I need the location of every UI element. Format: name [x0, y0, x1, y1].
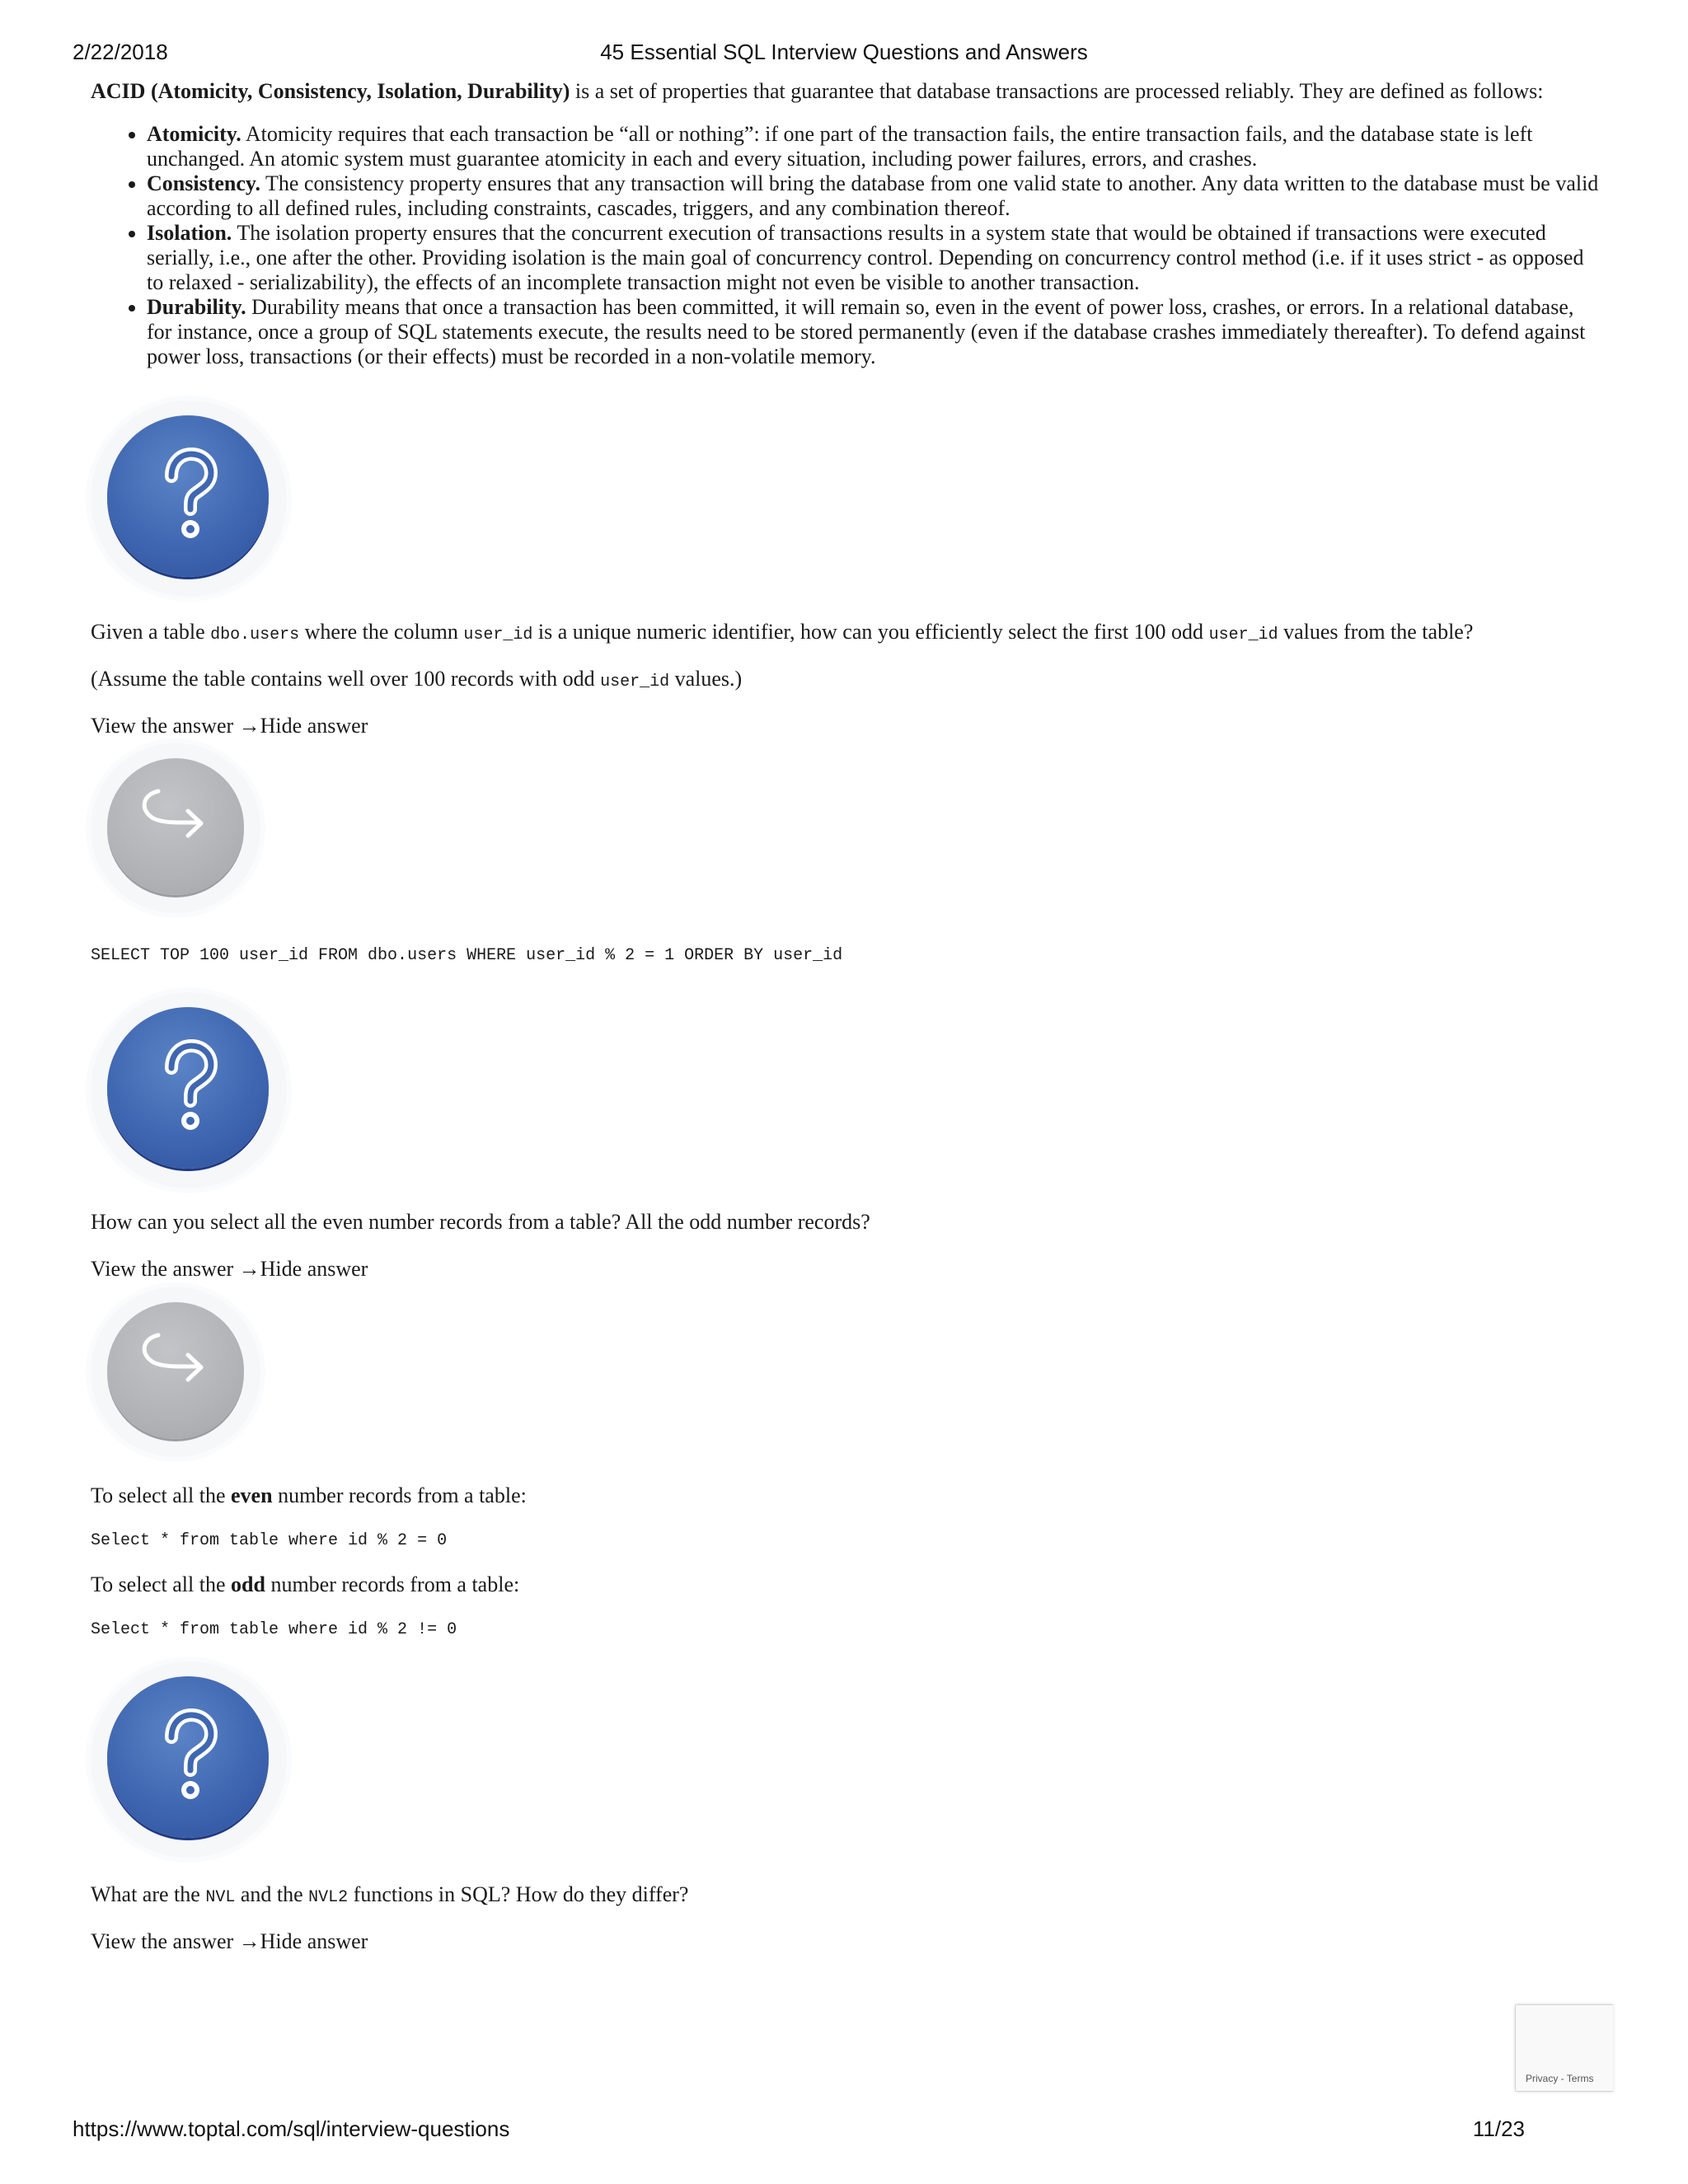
page-title: 45 Essential SQL Interview Questions and Answers — [600, 40, 1088, 64]
answer-toggle-link[interactable]: View the answer →Hide answer — [91, 1929, 368, 1953]
q1-text: values from the table? — [1278, 620, 1474, 644]
odd-code: Select * from table where id % 2 != 0 — [91, 1620, 457, 1639]
acid-intro — [91, 79, 1599, 104]
acid-section — [91, 79, 1599, 369]
recaptcha-label[interactable]: Privacy - Terms — [1526, 2073, 1594, 2084]
answer-arrow-icon — [91, 743, 260, 913]
print-date: 2/22/2018 — [73, 40, 168, 64]
item-text: Atomicity requires that each transaction be “all or nothing”: if one part of the transaction fails, the entire transaction fails, and the database state is left unchanged. An atomic system must guarantee atomicity in each and every situation, including power failures, errors, and crashes. — [147, 122, 1533, 171]
answer-toggle-link[interactable]: View the answer →Hide answer — [91, 1257, 368, 1281]
acid-list — [91, 122, 1599, 369]
inline-code: NVL — [205, 1888, 236, 1907]
q3-text: functions in SQL? How do they differ? — [348, 1882, 689, 1906]
even-text: To select all the — [91, 1483, 232, 1507]
list-item — [147, 122, 1599, 171]
q1-note-text: values.) — [669, 667, 743, 691]
page-footer — [73, 2116, 1615, 2146]
item-term: Isolation. — [147, 221, 232, 245]
q1-text: Given a table — [91, 620, 211, 644]
inline-code: user_id — [463, 626, 533, 644]
answer-1-code: SELECT TOP 100 user_id FROM dbo.users WHERE user_id % 2 = 1 ORDER BY user_id — [91, 946, 843, 965]
page-header — [73, 40, 1615, 69]
odd-text: number records from a table: — [265, 1572, 520, 1596]
item-text: The isolation property ensures that the concurrent execution of transactions results in a system state that would be obtained if transactions were executed serially, i.e., one after the other. Providing isolation is the main goal of concurrency control. Depending on concurrency control method (i.e. if it uses strict - as opposed to relaxed - serializability), the effects of an incomplete transaction might not even be visible to another transaction. — [147, 221, 1584, 294]
odd-text: To select all the — [91, 1572, 232, 1596]
item-text: The consistency property ensures that any transaction will bring the database from one valid state to another. Any data written to the database must be valid according to all defined rules, including constraints, cascades, triggers, and any combination thereof. — [147, 171, 1599, 220]
q1-note-text: (Assume the table contains well over 100 records with odd — [91, 667, 601, 691]
list-item — [147, 295, 1599, 369]
question-1 — [91, 620, 1599, 648]
question-3 — [91, 1882, 1599, 1910]
odd-keyword: odd — [231, 1572, 265, 1596]
question-icon — [91, 1661, 287, 1858]
inline-code: NVL2 — [308, 1888, 349, 1907]
question-icon — [91, 992, 287, 1188]
list-item — [147, 221, 1599, 295]
item-term: Consistency. — [147, 171, 260, 195]
inline-code: dbo.users — [210, 626, 300, 644]
answer-arrow-icon — [91, 1287, 260, 1457]
item-term: Durability. — [147, 295, 246, 319]
even-code: Select * from table where id % 2 = 0 — [91, 1531, 448, 1550]
question-1-note — [91, 667, 1599, 695]
even-description — [91, 1483, 1599, 1508]
q1-text: is a unique numeric identifier, how can you efficiently select the first 100 odd — [532, 620, 1209, 644]
even-keyword: even — [231, 1483, 273, 1507]
q1-text: where the column — [299, 620, 464, 644]
item-text: Durability means that once a transaction has been committed, it will remain so, even in the event of power loss, crashes, or errors. In a relational database, for instance, once a group of SQL statements execute, the results need to be stored permanently (even if the database crashes immediately thereafter). To defend against power loss, transactions (or their effects) must be recorded in a non-volatile memory. — [147, 295, 1586, 368]
question-icon — [91, 401, 287, 597]
acid-term: ACID (Atomicity, Consistency, Isolation, Durability) — [91, 79, 570, 103]
recaptcha-badge[interactable] — [1515, 2004, 1613, 2092]
page-number: 11/23 — [1472, 2116, 1525, 2141]
even-text: number records from a table: — [272, 1483, 527, 1507]
inline-code: user_id — [600, 673, 670, 691]
acid-intro-text: is a set of properties that guarantee that database transactions are processed reliably. They are defined as follows: — [570, 79, 1544, 103]
item-term: Atomicity. — [147, 122, 241, 146]
odd-description — [91, 1572, 1599, 1597]
inline-code: user_id — [1208, 626, 1278, 644]
page-url: https://www.toptal.com/sql/interview-questions — [73, 2116, 510, 2141]
list-item — [147, 171, 1599, 221]
q3-text: What are the — [91, 1882, 206, 1906]
q3-text: and the — [235, 1882, 309, 1906]
answer-toggle-link[interactable]: View the answer →Hide answer — [91, 714, 368, 738]
question-2: How can you select all the even number records from a table? All the odd number records? — [91, 1210, 870, 1234]
